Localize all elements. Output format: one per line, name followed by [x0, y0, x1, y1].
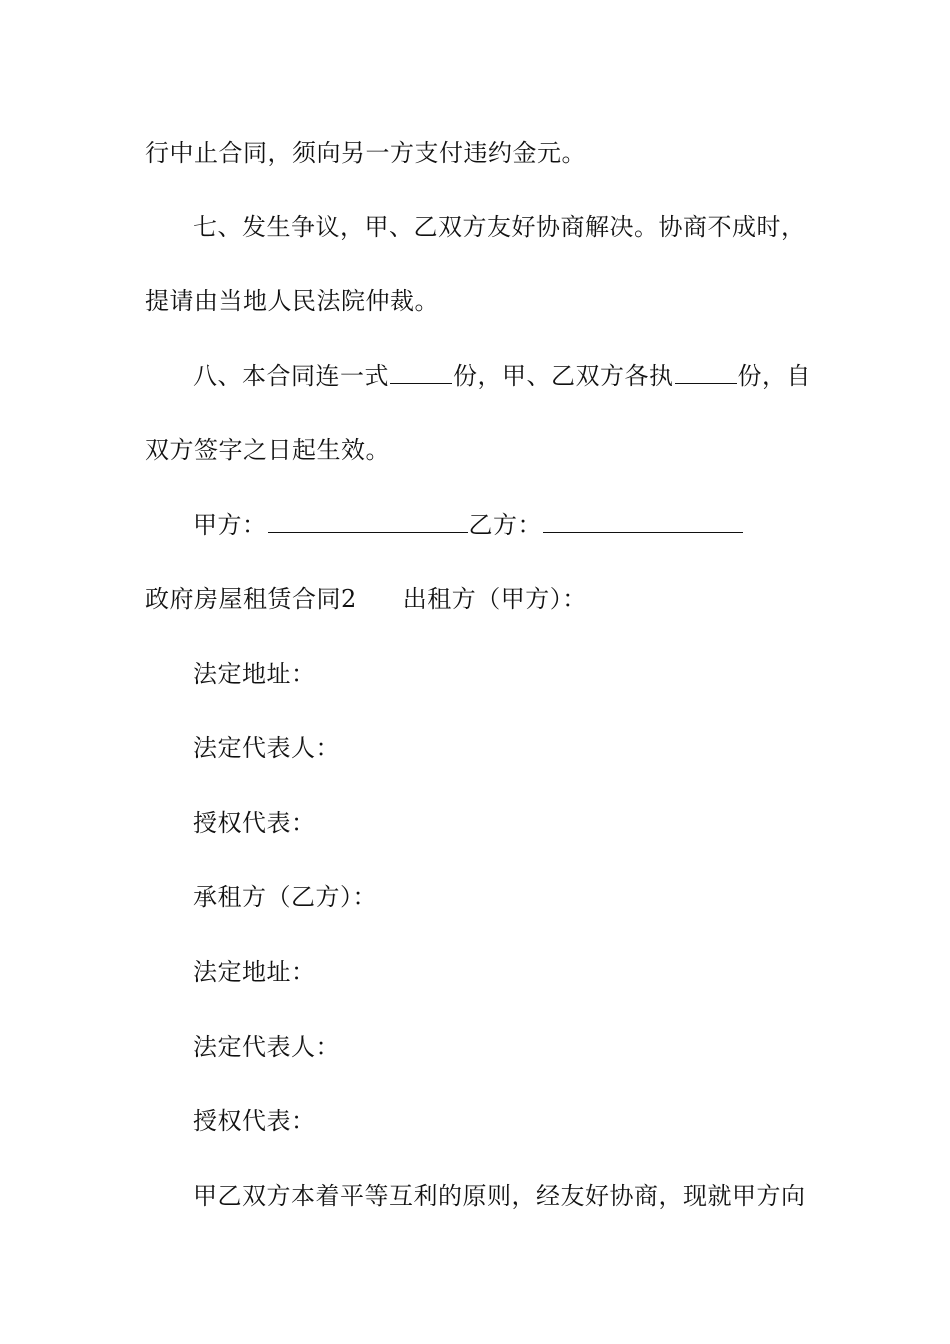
clause-7-text-b: 提请由当地人民法院仲裁。 [145, 287, 439, 315]
clause-8-line-1 [193, 360, 811, 392]
signature-line [193, 509, 744, 541]
clause-8-text-2: 份，甲、乙双方各执 [453, 362, 674, 390]
preamble-text: 甲乙双方本着平等互利的原则，经友好协商，现就甲方向 [193, 1182, 806, 1210]
lessor-authorized-rep-label: 授权代表： [193, 809, 316, 837]
clause-7-text-a: 七、发生争议，甲、乙双方友好协商解决。协商不成时， [193, 213, 806, 241]
lessee-legal-rep-label: 法定代表人： [193, 1033, 340, 1061]
lessor-legal-rep-label: 法定代表人： [193, 734, 340, 762]
clause-8-text-b: 双方签字之日起生效。 [145, 436, 390, 464]
lessee-address-label: 法定地址： [193, 958, 316, 986]
lessee-line [193, 881, 377, 913]
lessee-legal-rep-line [193, 1031, 340, 1063]
clause-8-line-2 [145, 434, 390, 466]
lessee-authorized-rep-label: 授权代表： [193, 1107, 316, 1135]
party-a-sign-label: 甲方： [193, 511, 267, 539]
lessor-legal-rep-line [193, 732, 340, 764]
preamble-line [193, 1180, 806, 1212]
clause-8-text-1: 八、本合同连一式 [193, 362, 389, 390]
clause-7-line-2 [145, 285, 439, 317]
party-b-sign-label: 乙方： [468, 511, 542, 539]
copies-each-blank [675, 361, 737, 384]
lessee-address-line [193, 956, 316, 988]
lessor-authorized-rep-line [193, 807, 316, 839]
party-b-sign-blank [543, 510, 743, 533]
clause-7-line-1 [193, 211, 806, 243]
lessor-address-line [193, 658, 316, 690]
clause-8-text-3: 份，自 [737, 362, 811, 390]
lessee-label: 承租方（乙方）： [193, 883, 377, 911]
lessor-label: 出租方（甲方）： [402, 585, 587, 613]
lessor-address-label: 法定地址： [193, 660, 316, 688]
lessee-authorized-rep-line [193, 1105, 316, 1137]
party-a-sign-blank [268, 510, 468, 533]
copies-total-blank [390, 361, 452, 384]
contract-2-title: 政府房屋租赁合同2 [145, 585, 357, 613]
text-line-breach [145, 137, 586, 169]
contract-2-heading-line [145, 583, 587, 615]
breach-text: 行中止合同，须向另一方支付违约金元。 [145, 139, 586, 167]
